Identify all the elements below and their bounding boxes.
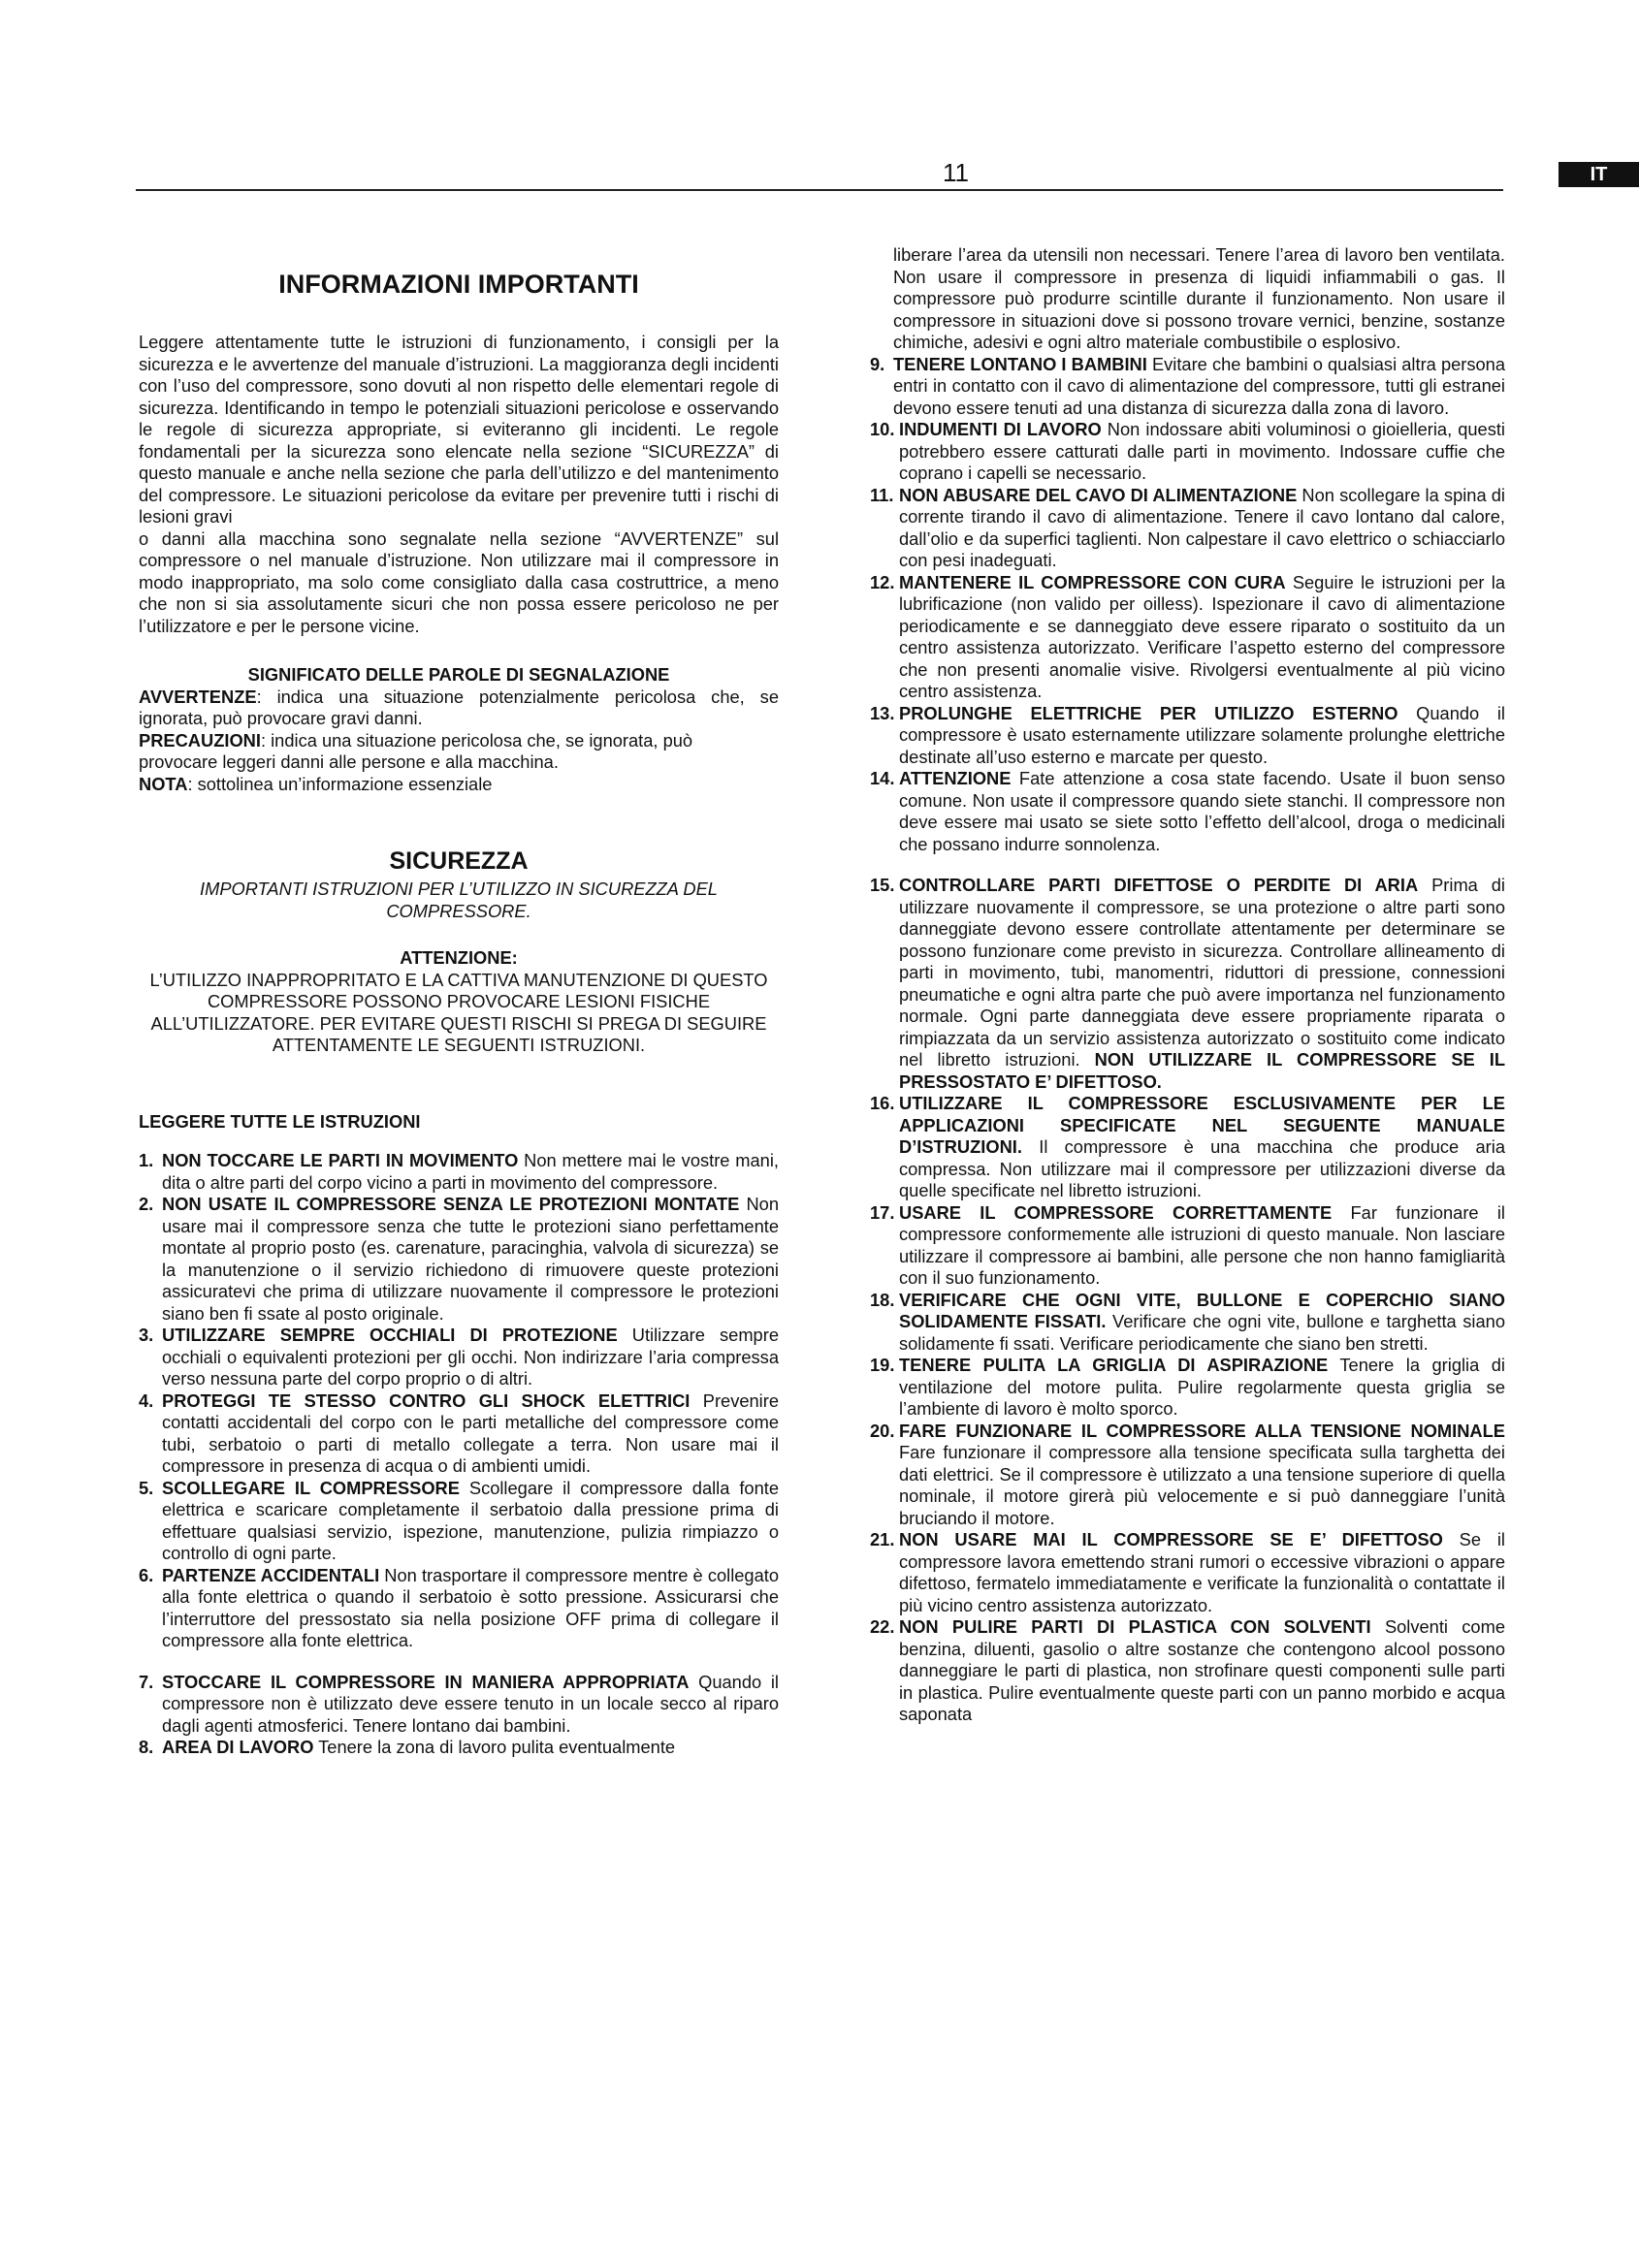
list-item: 20. FARE FUNZIONARE IL COMPRESSORE ALLA TENSIONE NOMINALE Fare funzionare il compressore alla tensione specificata sulla targhetta dei dati elettrici. Se il compressore è utilizzato a una tensione superiore di quella nominale, il motore girerà più velocemente e si può danneggiare l’unità bruciando il motore.: [870, 1420, 1505, 1528]
intro-paragraph-2: o danni alla macchina sono segnalate nella sezione “AVVERTENZE” sul compressore o nel manuale d’istruzione. Non utilizzare mai il compressore in modo inappropriato, ma solo come consigliato dalla casa costruttrice, a meno che non si sia assolutamente sicuri che non possa essere pericoloso ne per l’utilizzatore e per le persone vicine.: [139, 527, 779, 636]
warning-label: AVVERTENZE: [139, 686, 257, 707]
important-info-title: INFORMAZIONI IMPORTANTI: [278, 270, 639, 299]
list-item: 2. NON USATE IL COMPRESSORE SENZA LE PROTEZIONI MONTATE Non usare mai il compressore senza che tutte le protezioni siano perfettamente montate al proprio posto (es. carenature, paracinghia, valvola di sicurezza) se la manutenzione o il servizio richiedono di rimuovere queste protezioni assicuratevi che prima di utilizzare nuovamente il compressore le protezioni siano ben fi ssate al posto originale.: [139, 1194, 779, 1324]
caution-definition: [139, 730, 779, 752]
intro-paragraph: Leggere attentamente tutte le istruzioni di funzionamento, i consigli per la sicurezza e le avvertenze del manuale d’istruzioni. La maggioranza degli incidenti con l’uso del compressore, sono dovuti al non rispetto delle elementari regole di sicurezza. Identificando in tempo le potenziali situazioni pericolose e osservando le regole di sicurezza appropriate, si eviteranno gli incidenti. Le regole fondamentali per la sicurezza sono elencate nella sezione “SICUREZZA” di questo manuale e anche nella sezione che parla dell’utilizzo e del mantenimento del compressore. Le situazioni pericolose da evitare per prevenire tutti i rischi di lesioni gravi: [139, 332, 779, 527]
item-8-continued: liberare l’area da utensili non necessari. Tenere l’area di lavoro ben ventilata. Non usare il compressore in presenza di liquidi infiammabili o gas. Il compressore può produrre scintille durante il funzionamento. Non usare il compressore in situazioni dove si possono trovare vernici, benzine, sostanze chimiche, adesivi e ogni altro materiale combustibile o esplosivo.: [893, 244, 1505, 352]
list-item: 9. TENERE LONTANO I BAMBINI Evitare che bambini o qualsiasi altra persona entri in contatto con il cavo di alimentazione del compressore, tutti gli estranei devono essere tenuti ad una distanza di sicurezza dalla zona di lavoro.: [870, 353, 1506, 418]
right-column: [870, 244, 1505, 1726]
page-number: 11: [943, 158, 969, 187]
list-item: 11. NON ABUSARE DEL CAVO DI ALIMENTAZIONE Non scollegare la spina di corrente tirando il cavo di alimentazione. Tenere il cavo lontano dal calore, dall’olio e da superfici taglienti. Non calpestare il cavo elettrico o schiacciarlo con pesi inadeguati.: [870, 484, 1505, 570]
list-item: 17. USARE IL COMPRESSORE CORRETTAMENTE Far funzionare il compressore conformemente alle istruzioni di questo manuale. Non lasciare utilizzare il compressore ai bambini, alle persone che non hanno famigliarità con il suo funzionamento.: [870, 1201, 1505, 1288]
warning-text: : indica una situazione potenzialmente pericolosa che, se ignorata, può provocare gravi danni.: [139, 686, 779, 728]
list-item: 8. AREA DI LAVORO Tenere la zona di lavoro pulita eventualmente: [139, 1737, 676, 1757]
list-item: 12. MANTENERE IL COMPRESSORE CON CURA Seguire le istruzioni per la lubrificazione (non valido per oilless). Ispezionare il cavo di alimentazione periodicamente e se danneggiato deve essere riparato o sostituito da un centro assistenza autorizzato. Verificare l’aspetto esterno del compressore che non presenti anomalie visive. Rivolgersi eventualmente al più vicino centro assistenza.: [870, 571, 1505, 701]
list-item: 5. SCOLLEGARE IL COMPRESSORE Scollegare il compressore dalla fonte elettrica e scaricare completamente il serbatoio dalla pressione prima di effettuare qualsiasi servizio, ispezione, manutenzione, pulizia rimpiazzo o controllo di ogni parte.: [139, 1477, 779, 1563]
safety-subtitle: IMPORTANTI ISTRUZIONI PER L’UTILIZZO IN SICUREZZA DEL COMPRESSORE.: [200, 878, 718, 921]
list-item: 4. PROTEGGI TE STESSO CONTRO GLI SHOCK ELETTRICI Prevenire contatti accidentali del corpo con le parti metalliche del compressore come tubi, serbatoio o parti di metallo collegate a terra. Non usare mai il compressore in presenza di acqua o di ambienti umidi.: [139, 1390, 779, 1476]
language-badge: IT: [1559, 162, 1639, 187]
list-item: 15. CONTROLLARE PARTI DIFETTOSE O PERDITE DI ARIA Prima di utilizzare nuovamente il compressore, se una protezione o altre parti sono danneggiate devono essere controllate attentamente per determinare se possono funzionare come previsto in sicurezza. Controllare allineamento di parti in movimento, tubi, manomentri, riduttori di pressione, connessioni pneumatiche e ogni altra parte che può avere importanza nel funzionamento normale. Ogni parte danneggiata deve essere propriamente riparata o rimpiazzata da un servizio assistenza autorizzato o sostituito come indicato nel libretto istruzioni. NON UTILIZZARE IL COMPRESSORE SE IL PRESSOSTATO E’ DIFETTOSO.: [870, 875, 1506, 1092]
list-item: 18. VERIFICARE CHE OGNI VITE, BULLONE E COPERCHIO SIANO SOLIDAMENTE FISSATI. Verificare che ogni vite, bullone e targhetta siano solidamente fi ssati. Verificare periodicamente che siano ben stretti.: [870, 1289, 1505, 1354]
warning-definition: [139, 687, 779, 730]
safety-list-right: [870, 354, 1505, 1726]
attention-text: L’UTILIZZO INAPPROPRITATO E LA CATTIVA MANUTENZIONE DI QUESTO COMPRESSORE POSSONO PROVOCARE LESIONI FISICHE ALL’UTILIZZATORE. PER EVITARE QUESTI RISCHI SI PREGA DI SEGUIRE ATTENTAMENTE LE SEGUENTI ISTRUZIONI.: [149, 969, 768, 1055]
caution-label: PRECAUZIONI: [139, 729, 261, 751]
note-label: NOTA: [139, 773, 188, 794]
list-item: 21. NON USARE MAI IL COMPRESSORE SE E’ DIFETTOSO Se il compressore lavora emettendo strani rumori o eccessive vibrazioni o appare difettoso, fermatelo immediatamente e verificate la funzionalità o contattate il più vicino centro assistenza autorizzato.: [870, 1529, 1505, 1615]
read-instructions-heading: LEGGERE TUTTE LE ISTRUZIONI: [139, 1110, 421, 1132]
list-item: 22. NON PULIRE PARTI DI PLASTICA CON SOLVENTI Solventi come benzina, diluenti, gasolio o altre sostanze che contengono alcool possono danneggiare le parti di plastica, non strofinare questi componenti sulle parti in plastica. Pulire eventualmente queste parti con un panno morbido e acqua saponata: [870, 1616, 1505, 1724]
safety-title: SICUREZZA: [389, 847, 529, 875]
list-item: 1. NON TOCCARE LE PARTI IN MOVIMENTO Non mettere mai le vostre mani, dita o altre parti del corpo vicino a parti in movimento del compressore.: [139, 1150, 779, 1193]
list-item: 7. STOCCARE IL COMPRESSORE IN MANIERA APPROPRIATA Quando il compressore non è utilizzato deve essere tenuto in un locale secco al riparo dagli agenti atmosferici. Tenere lontano dai bambini.: [139, 1671, 779, 1736]
attention-heading: ATTENZIONE:: [400, 947, 518, 968]
list-item: 13. PROLUNGHE ELETTRICHE PER UTILIZZO ESTERNO Quando il compressore è usato esternamente utilizzare solamente prolunghe elettriche destinate all’uso esterno e marcate per questo.: [870, 702, 1505, 767]
signal-words-heading: SIGNIFICATO DELLE PAROLE DI SEGNALAZIONE: [247, 664, 670, 685]
list-item: 10. INDUMENTI DI LAVORO Non indossare abiti voluminosi o gioielleria, questi potrebbero essere catturati dalle parti in movimento. Indossare cuffie che coprano i capelli se necessario.: [870, 419, 1505, 483]
list-item: 14. ATTENZIONE Fate attenzione a cosa state facendo. Usate il buon senso comune. Non usate il compressore quando siete stanchi. Il compressore non deve essere mai usato se siete sotto l’effetto dell’alcool, droga o medicinali che possano indurre sonnolenza.: [870, 768, 1505, 854]
caution-text-cont: provocare leggeri danni alle persone e alla macchina.: [139, 751, 559, 772]
note-text: : sottolinea un’informazione essenziale: [187, 773, 493, 794]
safety-list-left: [139, 1150, 779, 1759]
caution-text: : indica una situazione pericolosa che, se ignorata, può: [260, 729, 693, 751]
list-item: 6. PARTENZE ACCIDENTALI Non trasportare il compressore mentre è collegato alla fonte elettrica o quando il serbatoio è sotto pressione. Assicurarsi che l’interruttore del pressostato sia nella posizione OFF prima di collegare il compressore alla fonte elettrica.: [139, 1564, 779, 1650]
list-item: 16. UTILIZZARE IL COMPRESSORE ESCLUSIVAMENTE PER LE APPLICAZIONI SPECIFICATE NEL SEGUENTE MANUALE D’ISTRUZIONI. Il compressore è una macchina che produce aria compressa. Non utilizzare mai il compressore per utilizzazioni diverse da quelle specificate nel libretto istruzioni.: [870, 1093, 1505, 1200]
note-definition: [139, 774, 779, 796]
left-column: [139, 270, 779, 1759]
list-item: 19. TENERE PULITA LA GRIGLIA DI ASPIRAZIONE Tenere la griglia di ventilazione del motore pulita. Pulire regolarmente questa griglia se l’ambiente di lavoro è molto sporco.: [870, 1355, 1505, 1419]
page-header: [136, 158, 1608, 191]
list-item: 3. UTILIZZARE SEMPRE OCCHIALI DI PROTEZIONE Utilizzare sempre occhiali o equivalenti protezioni per gli occhi. Non indirizzare l’aria compressa verso nessuna parte del corpo proprio o di altri.: [139, 1325, 779, 1389]
